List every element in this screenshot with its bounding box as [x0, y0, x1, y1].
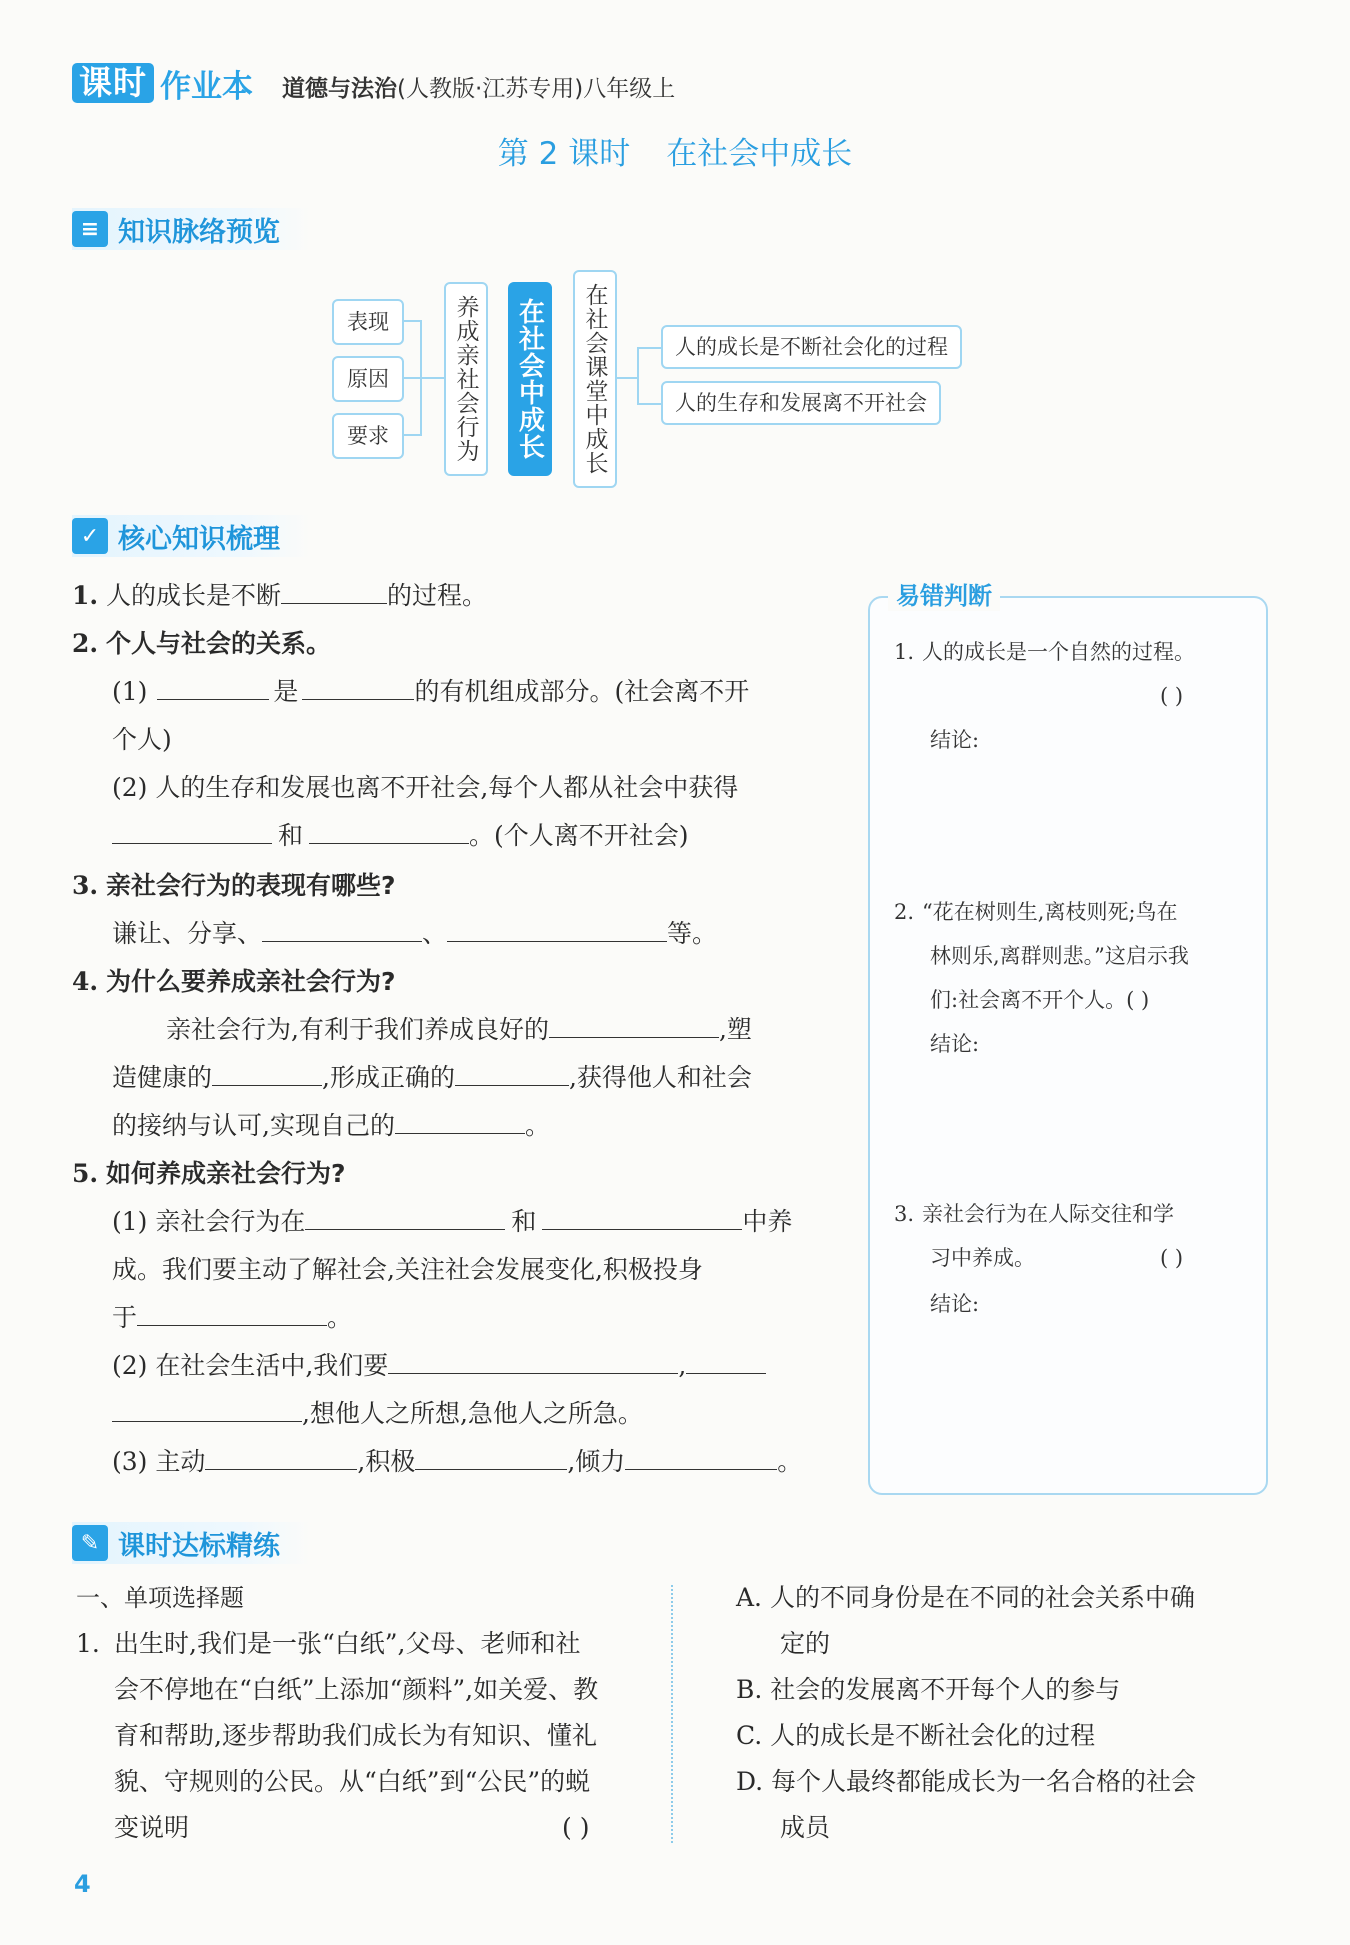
book-subject: 道德与法治 — [282, 76, 397, 102]
core-q3: 3. 亲社会行为的表现有哪些? — [72, 871, 396, 900]
practice-part-title: 一、单项选择题 — [76, 1584, 244, 1612]
answer-blank[interactable] — [302, 669, 414, 700]
section-overview-heading — [72, 208, 310, 250]
answer-blank[interactable] — [262, 911, 422, 942]
answer-blank[interactable] — [205, 1439, 357, 1470]
answer-blank[interactable] — [212, 1055, 322, 1086]
judge-item-1: 1. 人的成长是一个自然的过程。 — [894, 640, 1196, 664]
mindmap-right-item: 人的生存和发展离不开社会 — [661, 381, 941, 425]
core-q4-line3: 的接纳与认可,实现自己的 。 — [112, 1102, 550, 1150]
mindmap-left-item: 要求 — [332, 413, 404, 459]
mindmap-left-item: 表现 — [332, 299, 404, 345]
core-q2-2: (2) 人的生存和发展也离不开社会,每个人都从社会中获得 — [112, 773, 739, 802]
logo-tail: 作业本 — [160, 68, 253, 105]
answer-blank[interactable] — [625, 1439, 777, 1470]
practice-q1-answer-paren[interactable]: ( ) — [562, 1813, 590, 1842]
judge-item-3: 3. 亲社会行为在人际交往和学 — [894, 1202, 1175, 1226]
connector — [637, 347, 639, 405]
answer-blank[interactable] — [137, 1295, 327, 1326]
book-edition: (人教版·江苏专用)八年级上 — [397, 76, 676, 102]
core-q5-1: (1) 亲社会行为在 和 中养 — [112, 1198, 792, 1246]
section-practice-title: 课时达标精练 — [118, 1530, 280, 1562]
judge-answer-paren[interactable]: ( ) — [1160, 1246, 1184, 1270]
mindmap-left-branch: 养成亲社会行为 — [444, 282, 488, 476]
mindmap-right-item: 人的成长是不断社会化的过程 — [661, 325, 962, 369]
option-d[interactable]: D. 每个人最终都能成长为一名合格的社会 — [736, 1767, 1197, 1796]
core-q5-1-cont: 成。我们要主动了解社会,关注社会发展变化,积极投身 — [112, 1255, 703, 1284]
core-q4-line1: 亲社会行为,有利于我们养成良好的 ,塑 — [166, 1006, 752, 1054]
core-q2-2-cont: 和 。(个人离不开社会) — [112, 812, 689, 860]
answer-blank[interactable] — [309, 813, 469, 844]
answer-blank[interactable] — [549, 1007, 719, 1038]
column-divider — [671, 1585, 673, 1843]
lesson-heading — [0, 128, 1350, 173]
answer-blank[interactable] — [455, 1055, 569, 1086]
answer-blank[interactable] — [388, 1343, 678, 1374]
answer-blank[interactable] — [157, 669, 269, 700]
core-q5: 5. 如何养成亲社会行为? — [72, 1159, 346, 1188]
answer-blank[interactable] — [281, 573, 387, 604]
core-q2: 2. 个人与社会的关系。 — [72, 629, 332, 658]
core-q1: 1. 人的成长是不断 的过程。 — [72, 572, 487, 620]
core-q4-line2: 造健康的 ,形成正确的 ,获得他人和社会 — [112, 1054, 752, 1102]
judge-conclusion: 结论: — [930, 1292, 980, 1316]
book-title — [282, 70, 675, 103]
option-a-cont: 定的 — [780, 1629, 831, 1658]
option-d-cont: 成员 — [780, 1813, 831, 1842]
answer-blank[interactable] — [415, 1439, 567, 1470]
connector — [617, 377, 639, 379]
judge-conclusion: 结论: — [930, 728, 980, 752]
mindmap-center: 在社会中成长 — [508, 282, 552, 476]
answer-blank[interactable] — [112, 1391, 302, 1422]
judge-conclusion: 结论: — [930, 1032, 980, 1056]
practice-q1-line: 出生时,我们是一张“白纸”,父母、老师和社 — [114, 1629, 581, 1658]
core-q5-1-cont2: 于 。 — [112, 1294, 352, 1342]
core-q2-1: (1) 是 的有机组成部分。(社会离不开 — [112, 668, 749, 716]
answer-blank[interactable] — [542, 1199, 742, 1230]
lesson-title: 在社会中成长 — [666, 136, 853, 172]
option-c[interactable]: C. 人的成长是不断社会化的过程 — [736, 1721, 1096, 1750]
core-q4: 4. 为什么要养成亲社会行为? — [72, 967, 396, 996]
practice-q1-line: 会不停地在“白纸”上添加“颜料”,如关爱、教 — [114, 1675, 599, 1704]
section-practice-heading — [72, 1522, 310, 1564]
judge-item-3-line2: 习中养成。 — [930, 1246, 1035, 1270]
option-b[interactable]: B. 社会的发展离不开每个人的参与 — [736, 1675, 1121, 1704]
checkbox-icon: ✓ — [72, 518, 108, 554]
practice-q1-line: 貌、守规则的公民。从“白纸”到“公民”的蜕 — [114, 1767, 591, 1796]
option-a[interactable]: A. 人的不同身份是在不同的社会关系中确 — [736, 1583, 1195, 1612]
core-q5-2: (2) 在社会生活中,我们要 , — [112, 1342, 766, 1390]
practice-q1-line: 变说明 — [114, 1813, 190, 1842]
answer-blank[interactable] — [447, 911, 667, 942]
section-core-title: 核心知识梳理 — [118, 523, 280, 555]
lesson-number: 第 2 课时 — [497, 136, 631, 172]
core-q2-1-cont: 个人) — [112, 725, 172, 754]
section-overview-title: 知识脉络预览 — [118, 216, 280, 248]
mindmap-left-item: 原因 — [332, 356, 404, 402]
answer-blank[interactable] — [112, 813, 272, 844]
core-q5-2-cont: ,想他人之所想,急他人之所急。 — [112, 1390, 643, 1438]
core-q3-answer: 谦让、分享、 、 等。 — [112, 910, 717, 958]
judge-item-2-line3: 们:社会离不开个人。( ) — [930, 988, 1150, 1012]
judge-answer-paren[interactable]: ( ) — [1160, 684, 1184, 708]
judge-panel — [868, 596, 1268, 1495]
connector — [420, 377, 444, 379]
core-q5-3: (3) 主动 ,积极 ,倾力 。 — [112, 1438, 802, 1486]
section-core-heading — [72, 515, 310, 557]
answer-blank[interactable] — [395, 1103, 525, 1134]
page-number: 4 — [74, 1870, 91, 1898]
judge-item-2: 2. “花在树则生,离枝则死;鸟在 — [894, 900, 1178, 924]
answer-blank[interactable] — [686, 1343, 766, 1374]
book-icon: ≡ — [72, 211, 108, 247]
logo-main: 课时 — [72, 63, 154, 103]
pencil-icon: ✎ — [72, 1525, 108, 1561]
practice-q1-line: 育和帮助,逐步帮助我们成长为有知识、懂礼 — [114, 1721, 597, 1750]
connector — [637, 347, 661, 349]
answer-blank[interactable] — [305, 1199, 505, 1230]
mindmap-right-branch: 在社会课堂中成长 — [573, 270, 617, 488]
practice-q1-num: 1. — [76, 1629, 100, 1658]
brand-logo — [72, 62, 253, 104]
judge-item-2-line2: 林则乐,离群则悲。”这启示我 — [930, 944, 1189, 968]
connector — [637, 403, 661, 405]
judge-panel-title: 易错判断 — [888, 576, 1000, 611]
